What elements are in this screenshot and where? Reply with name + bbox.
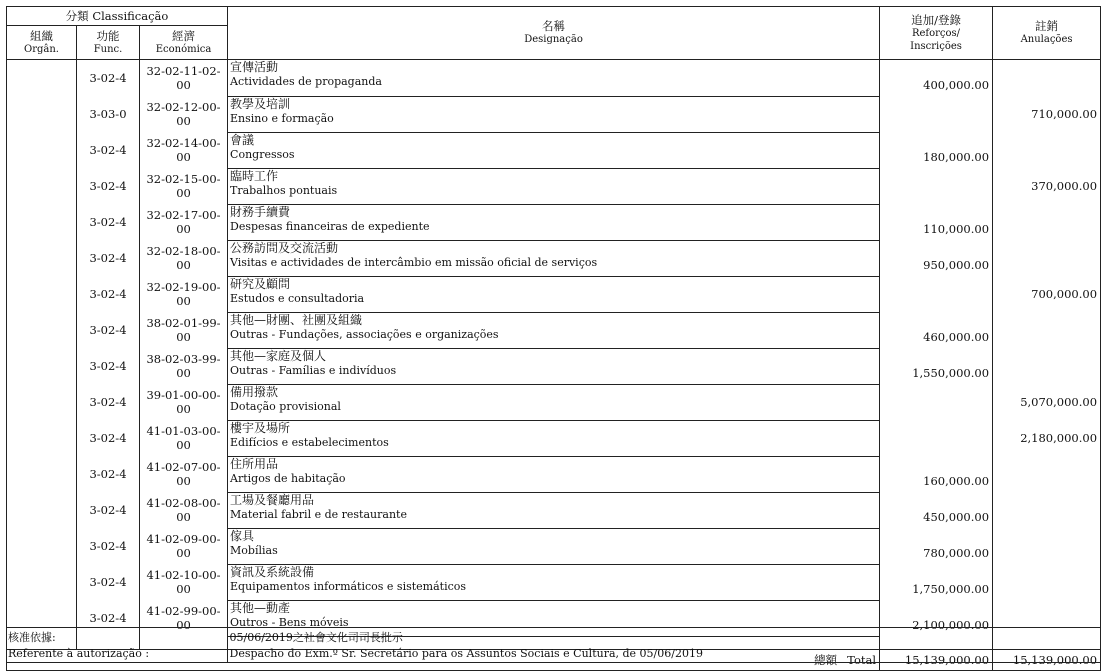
reinforcement-header-zh: 追加/登錄 bbox=[911, 12, 961, 27]
table-row bbox=[7, 384, 1101, 420]
annulment-value bbox=[993, 204, 1101, 240]
designation-header bbox=[228, 7, 880, 60]
econ-code: 32-02-17-00-00 bbox=[140, 204, 228, 240]
func-code: 3-02-4 bbox=[77, 240, 140, 276]
table-row bbox=[7, 276, 1101, 312]
organ-cell bbox=[7, 204, 77, 240]
annulment-value bbox=[993, 456, 1101, 492]
func-code: 3-02-4 bbox=[77, 276, 140, 312]
designation-pt: Congressos bbox=[230, 147, 295, 161]
designation-zh: 其他—財團、社團及組織 bbox=[230, 312, 363, 327]
designation-zh: 傢具 bbox=[230, 528, 255, 543]
econ-code: 41-02-09-00-00 bbox=[140, 528, 228, 564]
designation-pt: Trabalhos pontuais bbox=[230, 183, 338, 197]
reinforcement-value: 780,000.00 bbox=[880, 528, 993, 564]
table-row bbox=[7, 348, 1101, 384]
designation-pt: Edifícios e estabelecimentos bbox=[230, 435, 389, 449]
econ-header bbox=[140, 26, 228, 60]
designation-zh: 臨時工作 bbox=[230, 168, 279, 183]
table-row bbox=[7, 60, 1101, 97]
designation-pt: Outras - Famílias e indivíduos bbox=[230, 363, 397, 377]
organ-cell bbox=[7, 96, 77, 132]
designation-cell bbox=[228, 492, 880, 528]
designation-cell bbox=[228, 420, 880, 456]
annulment-value bbox=[993, 240, 1101, 276]
reinforcement-value: 180,000.00 bbox=[880, 132, 993, 168]
designation-zh: 研究及顧問 bbox=[230, 276, 291, 291]
econ-code: 32-02-15-00-00 bbox=[140, 168, 228, 204]
reinforcement-value: 400,000.00 bbox=[880, 60, 993, 97]
authorization-row-zh bbox=[6, 628, 1100, 646]
reinforcement-value: 160,000.00 bbox=[880, 456, 993, 492]
func-code: 3-02-4 bbox=[77, 384, 140, 420]
func-code: 3-02-4 bbox=[77, 564, 140, 600]
designation-zh: 住所用品 bbox=[230, 456, 279, 471]
table-row bbox=[7, 312, 1101, 348]
designation-pt: Equipamentos informáticos e sistemáticos bbox=[230, 579, 467, 593]
econ-code: 32-02-19-00-00 bbox=[140, 276, 228, 312]
econ-code: 41-02-07-00-00 bbox=[140, 456, 228, 492]
reinforcement-value bbox=[880, 168, 993, 204]
organ-header bbox=[7, 26, 77, 60]
reinforcement-value bbox=[880, 420, 993, 456]
designation-pt: Artigos de habitação bbox=[230, 471, 346, 485]
annulment-value bbox=[993, 564, 1101, 600]
reinforcement-value: 1,550,000.00 bbox=[880, 348, 993, 384]
authorization-block bbox=[6, 627, 1100, 663]
organ-cell bbox=[7, 564, 77, 600]
func-code: 3-02-4 bbox=[77, 348, 140, 384]
organ-cell bbox=[7, 168, 77, 204]
reinforcement-value bbox=[880, 276, 993, 312]
designation-cell bbox=[228, 312, 880, 348]
designation-pt: Dotação provisional bbox=[230, 399, 341, 413]
authorization-row-pt bbox=[6, 645, 1100, 663]
designation-cell bbox=[228, 96, 880, 132]
organ-cell bbox=[7, 132, 77, 168]
annulment-header bbox=[993, 7, 1101, 60]
econ-code: 41-02-08-00-00 bbox=[140, 492, 228, 528]
designation-cell bbox=[228, 276, 880, 312]
organ-cell bbox=[7, 276, 77, 312]
designation-pt: Actividades de propaganda bbox=[230, 75, 382, 88]
designation-zh: 財務手續費 bbox=[230, 204, 291, 219]
func-code: 3-02-4 bbox=[77, 132, 140, 168]
func-header bbox=[77, 26, 140, 60]
reinforcement-value: 1,750,000.00 bbox=[880, 564, 993, 600]
designation-zh: 公務訪問及交流活動 bbox=[230, 240, 339, 255]
classification-header-label: 分類 Classificação bbox=[65, 8, 169, 23]
authorization-text-zh: 05/06/2019之社會文化司司長批示 bbox=[227, 628, 1100, 646]
organ-cell bbox=[7, 240, 77, 276]
total-reinforcement: 15,139,000.00 bbox=[880, 649, 993, 670]
table-row bbox=[7, 204, 1101, 240]
econ-header-pt: Económica bbox=[155, 43, 212, 55]
designation-cell bbox=[228, 348, 880, 384]
organ-cell bbox=[7, 312, 77, 348]
econ-code: 32-02-11-02-00 bbox=[140, 60, 228, 97]
func-header-pt: Func. bbox=[93, 43, 123, 55]
organ-cell bbox=[7, 420, 77, 456]
func-code: 3-02-4 bbox=[77, 420, 140, 456]
table-row bbox=[7, 420, 1101, 456]
designation-pt: Mobílias bbox=[230, 543, 278, 557]
econ-code: 32-02-18-00-00 bbox=[140, 240, 228, 276]
total-label-zh: 總額 bbox=[814, 652, 838, 667]
func-code: 3-02-4 bbox=[77, 528, 140, 564]
annulment-header-pt: Anulações bbox=[1020, 34, 1073, 45]
table-row bbox=[7, 564, 1101, 600]
designation-cell bbox=[228, 204, 880, 240]
organ-cell bbox=[7, 456, 77, 492]
func-header-zh: 功能 bbox=[96, 28, 120, 43]
annulment-value: 700,000.00 bbox=[993, 276, 1101, 312]
table-row bbox=[7, 132, 1101, 168]
func-code: 3-02-4 bbox=[77, 456, 140, 492]
table-row bbox=[7, 456, 1101, 492]
designation-pt: Ensino e formação bbox=[230, 111, 334, 125]
annulment-value: 710,000.00 bbox=[993, 96, 1101, 132]
econ-code: 41-02-99-00-00 bbox=[140, 600, 228, 636]
designation-cell bbox=[228, 240, 880, 276]
func-code: 3-03-0 bbox=[77, 96, 140, 132]
annulment-value: 370,000.00 bbox=[993, 168, 1101, 204]
reinforcement-header-pt2: Inscrições bbox=[910, 40, 962, 52]
econ-code: 32-02-12-00-00 bbox=[140, 96, 228, 132]
organ-header-pt: Orgân. bbox=[24, 43, 59, 55]
designation-zh: 樓宇及場所 bbox=[230, 420, 291, 435]
budget-table bbox=[6, 6, 1101, 671]
designation-zh: 教學及培訓 bbox=[230, 96, 291, 111]
designation-header-pt: Designação bbox=[524, 34, 583, 45]
func-code: 3-02-4 bbox=[77, 600, 140, 636]
authorization-label-zh: 核准依據: bbox=[6, 628, 227, 646]
designation-pt: Visitas e actividades de intercâmbio em missão oficial de serviços bbox=[230, 255, 598, 269]
reinforcement-value bbox=[880, 96, 993, 132]
econ-code: 32-02-14-00-00 bbox=[140, 132, 228, 168]
annulment-value: 5,070,000.00 bbox=[993, 384, 1101, 420]
reinforcement-value bbox=[880, 384, 993, 420]
econ-code: 38-02-01-99-00 bbox=[140, 312, 228, 348]
designation-cell bbox=[228, 60, 880, 97]
total-annulment: 15,139,000.00 bbox=[993, 649, 1101, 670]
reinforcement-value: 2,100,000.00 bbox=[880, 600, 993, 636]
table-row bbox=[7, 96, 1101, 132]
designation-cell bbox=[228, 132, 880, 168]
annulment-value bbox=[993, 60, 1101, 97]
reinforcement-value: 450,000.00 bbox=[880, 492, 993, 528]
designation-pt: Material fabril e de restaurante bbox=[230, 507, 407, 521]
total-label-pt: Total bbox=[847, 652, 877, 667]
organ-cell bbox=[7, 492, 77, 528]
designation-pt: Outras - Fundações, associações e organizações bbox=[230, 327, 499, 341]
organ-cell bbox=[7, 348, 77, 384]
econ-code: 41-01-03-00-00 bbox=[140, 420, 228, 456]
designation-zh: 工場及餐廳用品 bbox=[230, 492, 315, 507]
econ-header-zh: 經濟 bbox=[172, 28, 196, 43]
func-code: 3-02-4 bbox=[77, 312, 140, 348]
reinforcement-header bbox=[880, 7, 993, 60]
func-code: 3-02-4 bbox=[77, 204, 140, 240]
designation-cell bbox=[228, 528, 880, 564]
table-row bbox=[7, 168, 1101, 204]
organ-header-zh: 組織 bbox=[30, 28, 53, 43]
designation-cell bbox=[228, 456, 880, 492]
annulment-value: 2,180,000.00 bbox=[993, 420, 1101, 456]
annulment-header-zh: 註銷 bbox=[1035, 19, 1059, 33]
reinforcement-header-pt1: Reforços/ bbox=[911, 27, 961, 39]
designation-cell bbox=[228, 564, 880, 600]
designation-header-zh: 名稱 bbox=[542, 19, 566, 33]
designation-pt: Estudos e consultadoria bbox=[230, 291, 365, 305]
organ-cell bbox=[7, 384, 77, 420]
func-code: 3-02-4 bbox=[77, 492, 140, 528]
designation-pt: Outros - Bens móveis bbox=[230, 615, 349, 629]
designation-zh: 備用撥款 bbox=[230, 384, 279, 399]
authorization-label-pt: Referente à autorização : bbox=[6, 645, 227, 663]
designation-zh: 會議 bbox=[230, 132, 255, 147]
organ-cell bbox=[7, 528, 77, 564]
func-code: 3-02-4 bbox=[77, 168, 140, 204]
econ-code: 41-02-10-00-00 bbox=[140, 564, 228, 600]
designation-cell bbox=[228, 384, 880, 420]
reinforcement-value: 110,000.00 bbox=[880, 204, 993, 240]
reinforcement-value: 460,000.00 bbox=[880, 312, 993, 348]
organ-cell bbox=[7, 60, 77, 97]
annulment-value bbox=[993, 312, 1101, 348]
designation-pt: Despesas financeiras de expediente bbox=[230, 219, 430, 233]
designation-zh: 其他—動產 bbox=[230, 600, 291, 615]
table-row bbox=[7, 240, 1101, 276]
authorization-text-pt: Despacho do Exm.º Sr. Secretário para os Assuntos Sociais e Cultura, de 05/06/2019 bbox=[227, 645, 1100, 663]
annulment-value bbox=[993, 132, 1101, 168]
annulment-value bbox=[993, 348, 1101, 384]
econ-code: 38-02-03-99-00 bbox=[140, 348, 228, 384]
func-code: 3-02-4 bbox=[77, 60, 140, 97]
reinforcement-value: 950,000.00 bbox=[880, 240, 993, 276]
table-row bbox=[7, 492, 1101, 528]
econ-code: 39-01-00-00-00 bbox=[140, 384, 228, 420]
table-row bbox=[7, 528, 1101, 564]
classification-header bbox=[7, 7, 228, 26]
designation-zh: 其他—家庭及個人 bbox=[230, 348, 327, 363]
designation-cell bbox=[228, 168, 880, 204]
annulment-value bbox=[993, 492, 1101, 528]
annulment-value bbox=[993, 528, 1101, 564]
designation-zh: 資訊及系統設備 bbox=[230, 564, 315, 579]
designation-zh: 宣傳活動 bbox=[230, 60, 279, 74]
